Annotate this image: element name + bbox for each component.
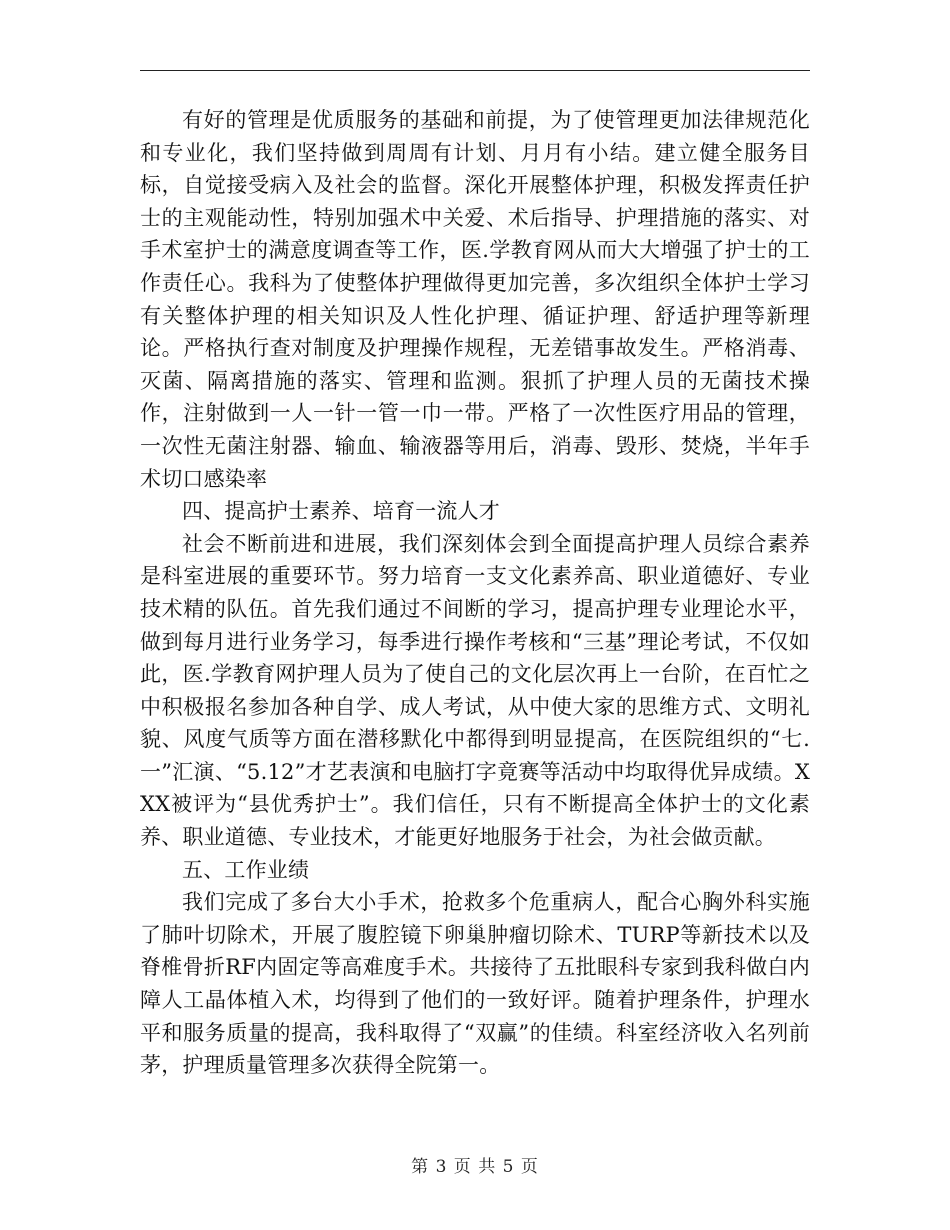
section-heading-training: 四、提高护士素养、培育一流人才 [182,499,500,524]
header-rule [140,70,810,71]
paragraph-management: 有好的管理是优质服务的基础和前提，为了使管理更加法律规范化和专业化，我们坚持做到周周有计划、月月有小结。建立健全服务目标，自觉接受病入及社会的监督。深化开展整体护理，积极发挥责任护士的主观能动性，特别加强术中关爱、术后指导、护理措施的落实、对手术室护士的满意度调查等工作，医.学教育网从而大大增强了护士的工作责任心。我科为了使整体护理做得更加完善，多次组织全体护士学习有关整体护理的相关知识及人性化护理、循证护理、舒适护理等新理论。严格执行查对制度及护理操作规程，无差错事故发生。严格消毒、灭菌、隔离措施的落实、管理和监测。狠抓了护理人员的无菌技术操作，注射做到一人一针一管一巾一带。严格了一次性医疗用品的管理，一次性无菌注射器、输血、输液器等用后，消毒、毁形、焚烧，半年手术切口感染率 [140,108,810,491]
paragraph-achievements: 我们完成了多台大小手术，抢救多个危重病人，配合心胸外科实施了肺叶切除术，开展了腹腔镜下卵巢肿瘤切除术、TURP等新技术以及脊椎骨折RF内固定等高难度手术。共接待了五批眼科专家到我科做白内障人工晶体植入术，均得到了他们的一致好评。随着护理条件，护理水平和服务质量的提高，我科取得了“双赢”的佳绩。科室经济收入名列前茅，护理质量管理多次获得全院第一。 [140,890,810,1078]
page-number-footer: 第 3 页 共 5 页 [411,1157,539,1177]
document-body [140,104,810,1082]
section-heading-achievements: 五、工作业绩 [182,857,310,882]
paragraph-training: 社会不断前进和进展，我们深刻体会到全面提高护理人员综合素养是科室进展的重要环节。努力培育一支文化素养高、职业道德好、专业技术精的队伍。首先我们通过不间断的学习，提高护理专业理论水平，做到每月进行业务学习，每季进行操作考核和“三基”理论考试，不仅如此，医.学教育网护理人员为了使自己的文化层次再上一台阶，在百忙之中积极报名参加各种自学、成人考试，从中使大家的思维方式、文明礼貌、风度气质等方面在潜移默化中都得到明显提高，在医院组织的“七.一”汇演、“5.12”才艺表演和电脑打字竟赛等活动中均取得优异成绩。XXX被评为“县优秀护士”。我们信任，只有不断提高全体护士的文化素养、职业道德、专业技术，才能更好地服务于社会，为社会做贡献。 [140,531,810,850]
